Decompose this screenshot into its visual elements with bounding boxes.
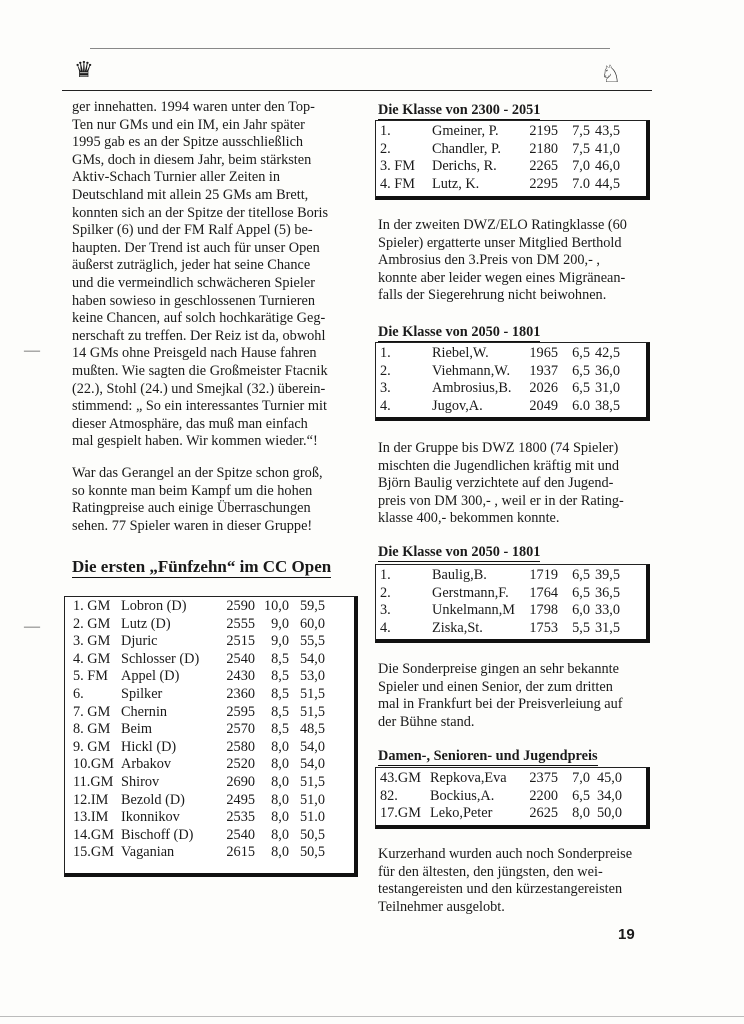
table-row xyxy=(380,123,620,141)
rank-cell: 14.GM xyxy=(73,826,114,843)
rank-cell: 3. FM xyxy=(380,158,415,175)
points-cell: 9,0 xyxy=(271,633,289,650)
buchholz-cell: 54,0 xyxy=(299,650,325,667)
table-row xyxy=(380,176,620,194)
rating-cell: 2580 xyxy=(226,738,255,755)
top15-title-wrap xyxy=(72,556,331,578)
second-paragraph xyxy=(72,465,344,535)
points-cell: 7,5 xyxy=(572,123,590,139)
name-cell: Appel (D) xyxy=(121,668,180,685)
text-line: sehen. 77 Spieler waren in dieser Gruppe! xyxy=(72,517,313,534)
name-cell: Repkova,Eva xyxy=(430,770,507,786)
name-cell: Hickl (D) xyxy=(121,738,177,755)
buchholz-cell: 39,5 xyxy=(594,567,620,583)
rank-cell: 4. xyxy=(380,619,391,636)
rating-cell: 2625 xyxy=(529,805,558,822)
text-line: In der zweiten DWZ/ELO Ratingklasse (60 xyxy=(378,217,627,233)
text-line: dieser Atmosphäre, das muß man einfach xyxy=(72,415,308,432)
buchholz-cell: 33,0 xyxy=(594,602,620,619)
buchholz-cell: 55,5 xyxy=(299,633,325,650)
points-cell: 8,0 xyxy=(271,773,289,790)
rank-cell: 1. GM xyxy=(73,598,111,614)
rank-cell: 10.GM xyxy=(73,756,114,773)
rating-cell: 2180 xyxy=(529,140,558,157)
class2-intro-paragraph xyxy=(378,217,648,305)
rank-cell: 12.IM xyxy=(73,791,109,808)
text-line: testangereisten und den kürzestangereisten xyxy=(378,881,623,898)
buchholz-cell: 31,0 xyxy=(594,380,620,397)
rating-cell: 2375 xyxy=(529,770,558,786)
text-line: Die Sonderpreise gingen an sehr bekannte xyxy=(378,661,619,677)
special-table-box xyxy=(375,767,650,829)
table-row xyxy=(380,363,620,381)
rank-cell: 3. xyxy=(380,380,391,397)
special-title-wrap xyxy=(378,747,598,766)
top15-table-box xyxy=(64,596,358,877)
name-cell: Jugov,A. xyxy=(432,397,483,414)
name-cell: Arbakov xyxy=(121,756,172,773)
name-cell: Chernin xyxy=(121,703,168,720)
table-row xyxy=(73,792,325,810)
points-cell: 8,0 xyxy=(271,738,289,755)
text-line: Spieler und einen Senior, der zum dritten xyxy=(378,678,613,695)
rank-cell: 1. xyxy=(380,123,391,139)
class3-intro-paragraph xyxy=(378,440,648,528)
rating-cell: 2295 xyxy=(529,175,558,192)
rank-cell: 2. xyxy=(380,362,391,379)
rating-cell: 2495 xyxy=(226,791,255,808)
table-row xyxy=(380,141,620,159)
rating-cell: 1764 xyxy=(529,584,558,601)
special-title: Damen-, Senioren- und Jugendpreis xyxy=(378,748,598,764)
rating-cell: 2265 xyxy=(529,158,558,175)
name-cell: Ikonnikov xyxy=(121,809,180,826)
crown-icon: ♛ xyxy=(74,57,94,82)
special-table xyxy=(380,770,622,823)
rank-cell: 82. xyxy=(380,787,398,804)
table-row xyxy=(73,739,325,757)
table-row xyxy=(73,616,325,634)
rank-cell: 6. xyxy=(73,685,84,702)
text-line: Spieler) ergatterte unser Mitglied Berthold xyxy=(378,234,622,251)
points-cell: 8,0 xyxy=(271,809,289,826)
class3-table-box xyxy=(375,564,650,643)
text-line: mischten die Jugendlichen kräftig mit und xyxy=(378,457,620,474)
table-row xyxy=(73,756,325,774)
buchholz-cell: 36,5 xyxy=(594,584,620,601)
table-row xyxy=(73,704,325,722)
text-line: ger innehatten. 1994 waren unter den Top- xyxy=(72,99,315,115)
rating-cell: 2570 xyxy=(226,721,255,738)
points-cell: 7,0 xyxy=(572,158,590,175)
closing-paragraph xyxy=(378,846,648,916)
text-line: Kurzerhand wurden auch noch Sonderpreise xyxy=(378,846,633,862)
name-cell: Vaganian xyxy=(121,844,175,861)
name-cell: Leko,Peter xyxy=(430,805,493,822)
rating-cell: 2590 xyxy=(226,598,255,614)
text-line: Spilker (6) und der FM Ralf Appel (5) be- xyxy=(72,222,313,239)
rating-cell: 2195 xyxy=(529,123,558,139)
buchholz-cell: 51,5 xyxy=(299,773,325,790)
table-row xyxy=(380,567,620,585)
points-cell: 8,0 xyxy=(572,805,590,822)
table-row xyxy=(380,770,622,788)
buchholz-cell: 36,0 xyxy=(594,362,620,379)
name-cell: Lutz, K. xyxy=(432,175,480,192)
rating-cell: 1753 xyxy=(529,619,558,636)
rating-cell: 2555 xyxy=(226,615,255,632)
class3-title-wrap xyxy=(378,543,540,562)
class1-table-box xyxy=(375,120,650,200)
buchholz-cell: 51,0 xyxy=(299,791,325,808)
table-row xyxy=(73,651,325,669)
margin-mark: — xyxy=(24,342,40,359)
points-cell: 8,0 xyxy=(271,756,289,773)
name-cell: Bezold (D) xyxy=(121,791,185,808)
buchholz-cell: 50,5 xyxy=(299,826,325,843)
text-line: Teilnehmer ausgelobt. xyxy=(378,898,505,915)
points-cell: 8,5 xyxy=(271,703,289,720)
text-line: keine Chancen, auf solch hochkarätige Geg- xyxy=(72,310,326,327)
rank-cell: 1. xyxy=(380,567,391,583)
knight-icon: ♘ xyxy=(600,62,622,88)
text-line: Björn Baulig verzichtete auf den Jugend- xyxy=(378,475,614,492)
rating-cell: 2430 xyxy=(226,668,255,685)
buchholz-cell: 59,5 xyxy=(299,598,325,614)
table-row xyxy=(73,686,325,704)
points-cell: 8,0 xyxy=(271,826,289,843)
buchholz-cell: 51,5 xyxy=(299,703,325,720)
text-line: klasse 400,- bekommen konnte. xyxy=(378,510,560,527)
name-cell: Bockius,A. xyxy=(430,787,495,804)
buchholz-cell: 51,5 xyxy=(299,685,325,702)
rank-cell: 2. GM xyxy=(73,615,111,632)
rank-cell: 3. GM xyxy=(73,633,111,650)
buchholz-cell: 44,5 xyxy=(594,175,620,192)
rating-cell: 2515 xyxy=(226,633,255,650)
rating-cell: 2200 xyxy=(529,787,558,804)
name-cell: Lobron (D) xyxy=(121,598,187,614)
name-cell: Ambrosius,B. xyxy=(432,380,512,397)
rank-cell: 15.GM xyxy=(73,844,114,861)
points-cell: 10,0 xyxy=(263,598,289,614)
name-cell: Baulig,B. xyxy=(432,567,487,583)
text-line: nerschaft zu treffen. Der Reiz ist da, obwohl xyxy=(72,327,326,344)
buchholz-cell: 45,0 xyxy=(596,770,622,786)
table-row xyxy=(73,774,325,792)
name-cell: Ziska,St. xyxy=(432,619,483,636)
class2-table xyxy=(380,345,620,415)
rating-cell: 2690 xyxy=(226,773,255,790)
table-row xyxy=(73,827,325,845)
text-line: Ambrosius den 3.Preis von DM 200,- , xyxy=(378,252,600,269)
text-line: falls der Siegerehrung nicht beiwohnen. xyxy=(378,287,607,304)
table-row xyxy=(73,809,325,827)
class2-table-box xyxy=(375,342,650,421)
text-line: konnte aber leider wegen eines Migränean- xyxy=(378,269,626,286)
table-row xyxy=(73,598,325,616)
table-row xyxy=(73,844,325,862)
rank-cell: 2. xyxy=(380,140,391,157)
text-line: und die vermeindlich schwächeren Spieler xyxy=(72,274,315,291)
text-line: Deutschland mit allein 25 GMs am Brett, xyxy=(72,186,309,203)
text-line: Ten nur GMs und ein IM, ein Jahr später xyxy=(72,116,305,133)
name-cell: Spilker xyxy=(121,685,163,702)
name-cell: Unkelmann,M xyxy=(432,602,515,619)
table-row xyxy=(380,380,620,398)
rank-cell: 13.IM xyxy=(73,809,109,826)
name-cell: Gmeiner, P. xyxy=(432,123,499,139)
rank-cell: 17.GM xyxy=(380,805,421,822)
text-line: so konnte man beim Kampf um die hohen xyxy=(72,482,313,499)
table-row xyxy=(380,398,620,416)
name-cell: Riebel,W. xyxy=(432,345,489,361)
table-row xyxy=(380,585,620,603)
points-cell: 6.0 xyxy=(572,397,590,414)
class2-title-wrap xyxy=(378,323,540,342)
text-line: haupten. Der Trend ist auch für unser Open xyxy=(72,239,320,256)
text-line: haben sowieso in geschlossenen Turnieren xyxy=(72,292,316,309)
table-row xyxy=(73,668,325,686)
text-line: Aktiv-Schach Turnier aller Zeiten in xyxy=(72,169,281,186)
rating-cell: 2520 xyxy=(226,756,255,773)
top-thin-rule xyxy=(90,48,610,49)
name-cell: Beim xyxy=(121,721,152,738)
points-cell: 6,0 xyxy=(572,602,590,619)
text-line: mal in Frankfurt bei der Preisverleiung auf xyxy=(378,696,623,713)
rank-cell: 4. xyxy=(380,397,391,414)
name-cell: Viehmann,W. xyxy=(432,362,511,379)
text-line: 1995 gab es an der Spitze ausschließlich xyxy=(72,134,304,151)
rank-cell: 43.GM xyxy=(380,770,421,786)
rank-cell: 3. xyxy=(380,602,391,619)
intro-paragraph xyxy=(72,99,344,451)
rating-cell: 1965 xyxy=(529,345,558,361)
rating-cell: 1719 xyxy=(529,567,558,583)
rating-cell: 1937 xyxy=(529,362,558,379)
rating-cell: 2360 xyxy=(226,685,255,702)
points-cell: 7,5 xyxy=(572,140,590,157)
points-cell: 8,5 xyxy=(271,721,289,738)
points-cell: 5,5 xyxy=(572,619,590,636)
name-cell: Bischoff (D) xyxy=(121,826,194,843)
text-line: 14 GMs ohne Preisgeld nach Hause fahren xyxy=(72,345,317,362)
text-line: (22.), Stohl (24.) und Smejkal (32.) überein- xyxy=(72,380,326,397)
rating-cell: 2026 xyxy=(529,380,558,397)
table-row xyxy=(380,788,622,806)
rank-cell: 5. FM xyxy=(73,668,108,685)
class1-table xyxy=(380,123,620,193)
rank-cell: 7. GM xyxy=(73,703,111,720)
header-rule xyxy=(62,90,652,91)
buchholz-cell: 31,5 xyxy=(594,619,620,636)
buchholz-cell: 53,0 xyxy=(299,668,325,685)
rank-cell: 4. FM xyxy=(380,175,415,192)
bottom-rule xyxy=(0,1016,744,1017)
text-line: In der Gruppe bis DWZ 1800 (74 Spieler) xyxy=(378,440,619,456)
class2-title: Die Klasse von 2050 - 1801 xyxy=(378,324,541,340)
points-cell: 7,0 xyxy=(572,770,590,786)
top15-title: Die ersten „Fünfzehn“ im CC Open xyxy=(72,557,332,576)
table-row xyxy=(380,158,620,176)
buchholz-cell: 34,0 xyxy=(596,787,622,804)
top15-table xyxy=(73,598,325,862)
name-cell: Schlosser (D) xyxy=(121,650,200,667)
margin-mark: — xyxy=(24,618,40,635)
rank-cell: 8. GM xyxy=(73,721,111,738)
points-cell: 9,0 xyxy=(271,615,289,632)
class3-title: Die Klasse von 2050 - 1801 xyxy=(378,544,541,560)
name-cell: Lutz (D) xyxy=(121,615,171,632)
name-cell: Chandler, P. xyxy=(432,140,501,157)
points-cell: 6,5 xyxy=(572,380,590,397)
name-cell: Gerstmann,F. xyxy=(432,584,509,601)
class1-title-wrap xyxy=(378,101,540,120)
text-line: GMs, doch in diesem Jahr, beim stärksten xyxy=(72,151,312,168)
text-line: stimmend: „ So ein interessantes Turnier mit xyxy=(72,398,327,415)
rank-cell: 11.GM xyxy=(73,773,114,790)
table-row xyxy=(380,805,622,823)
table-row xyxy=(73,633,325,651)
rating-cell: 2540 xyxy=(226,650,255,667)
points-cell: 6,5 xyxy=(572,584,590,601)
buchholz-cell: 51.0 xyxy=(299,809,325,826)
buchholz-cell: 42,5 xyxy=(594,345,620,361)
rating-cell: 2615 xyxy=(226,844,255,861)
text-line: konnten sich an der Spitze der titellose Boris xyxy=(72,204,329,221)
name-cell: Djuric xyxy=(121,633,158,650)
class1-title: Die Klasse von 2300 - 2051 xyxy=(378,102,541,118)
points-cell: 6,5 xyxy=(572,567,590,583)
points-cell: 8,5 xyxy=(271,685,289,702)
rating-cell: 2049 xyxy=(529,397,558,414)
text-line: der Bühne stand. xyxy=(378,713,475,730)
text-line: preis von DM 300,- , weil er in der Rating- xyxy=(378,492,624,509)
points-cell: 8,0 xyxy=(271,791,289,808)
points-cell: 6,5 xyxy=(572,362,590,379)
special-intro-paragraph xyxy=(378,661,648,731)
text-line: mal gespielt haben. Wir kommen wieder.“! xyxy=(72,433,318,450)
points-cell: 8,5 xyxy=(271,668,289,685)
points-cell: 8,0 xyxy=(271,844,289,861)
rating-cell: 2595 xyxy=(226,703,255,720)
text-line: für den ältesten, den jüngsten, den wei- xyxy=(378,863,603,880)
buchholz-cell: 48,5 xyxy=(299,721,325,738)
buchholz-cell: 38,5 xyxy=(594,397,620,414)
buchholz-cell: 54,0 xyxy=(299,756,325,773)
rank-cell: 1. xyxy=(380,345,391,361)
text-line: mußten. Wie sagten die Großmeister Ftacnik xyxy=(72,362,328,379)
points-cell: 6,5 xyxy=(572,787,590,804)
text-line: War das Gerangel an der Spitze schon groß, xyxy=(72,465,323,481)
table-row xyxy=(380,620,620,638)
buchholz-cell: 54,0 xyxy=(299,738,325,755)
rank-cell: 4. GM xyxy=(73,650,111,667)
buchholz-cell: 50,0 xyxy=(596,805,622,822)
buchholz-cell: 50,5 xyxy=(299,844,325,861)
table-row xyxy=(73,721,325,739)
name-cell: Shirov xyxy=(121,773,160,790)
class3-table xyxy=(380,567,620,637)
points-cell: 6,5 xyxy=(572,345,590,361)
page-number: 19 xyxy=(618,926,635,943)
points-cell: 8,5 xyxy=(271,650,289,667)
rank-cell: 2. xyxy=(380,584,391,601)
points-cell: 7.0 xyxy=(572,175,590,192)
buchholz-cell: 60,0 xyxy=(299,615,325,632)
rating-cell: 2535 xyxy=(226,809,255,826)
buchholz-cell: 41,0 xyxy=(594,140,620,157)
text-line: äußerst zuträglich, jeder hat seine Chance xyxy=(72,257,311,274)
rating-cell: 1798 xyxy=(529,602,558,619)
buchholz-cell: 43,5 xyxy=(594,123,620,139)
rating-cell: 2540 xyxy=(226,826,255,843)
table-row xyxy=(380,602,620,620)
text-line: Ratingpreise auch einige Überraschungen xyxy=(72,500,311,517)
name-cell: Derichs, R. xyxy=(432,158,497,175)
buchholz-cell: 46,0 xyxy=(594,158,620,175)
table-row xyxy=(380,345,620,363)
rank-cell: 9. GM xyxy=(73,738,111,755)
